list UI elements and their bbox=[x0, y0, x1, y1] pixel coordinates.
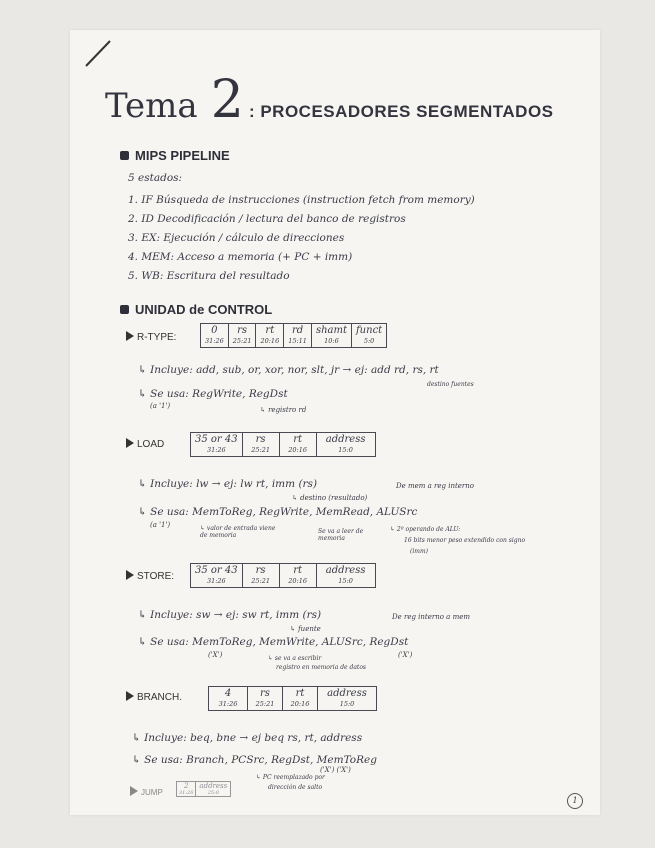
branch-format-table bbox=[208, 686, 377, 711]
stage-item: 2. ID Decodificación / lectura del banco de registros bbox=[128, 213, 406, 225]
field-cell: rt 20:16 bbox=[279, 564, 316, 588]
field-cell: shamt 10:6 bbox=[311, 324, 351, 348]
triangle-bullet-icon bbox=[130, 786, 138, 796]
pencil-stroke-icon bbox=[84, 38, 114, 68]
section-heading: MIPS PIPELINE bbox=[135, 148, 230, 163]
field-cell: rt 20:16 bbox=[283, 687, 318, 711]
branch-usa-note1: ↳ PC reemplazado por bbox=[256, 774, 325, 781]
field-cell: funct 5:0 bbox=[351, 324, 386, 348]
field-cell: rs 25:21 bbox=[242, 564, 279, 588]
triangle-bullet-icon bbox=[126, 438, 134, 448]
load-note-memread: Se va a leer de memoria bbox=[318, 528, 364, 542]
section-heading: UNIDAD de CONTROL bbox=[135, 302, 273, 317]
title-number: 2 bbox=[210, 70, 244, 130]
field-cell: 2 31:26 bbox=[177, 782, 196, 797]
section-mips-pipeline bbox=[120, 148, 230, 163]
field-cell: rs 25:21 bbox=[228, 324, 256, 348]
field-cell: address 15:0 bbox=[316, 433, 375, 457]
load-note-alusrc1: ↳ 2º operando de ALU: bbox=[390, 526, 461, 533]
field-cell: 35 or 43 31:26 bbox=[191, 433, 243, 457]
load-note-memtoreg: ↳ valor de entrada viene de memoria bbox=[200, 525, 276, 539]
field-cell: address 25:0 bbox=[196, 782, 231, 797]
page-number: 1 bbox=[567, 793, 583, 809]
field-cell: rt 20:16 bbox=[256, 324, 284, 348]
rtype-incluye: ↳ Incluye: add, sub, or, xor, nor, slt, jr → ej: add rd, rs, rt bbox=[138, 364, 439, 376]
title-subject: : PROCESADORES SEGMENTADOS bbox=[248, 102, 554, 121]
field-cell: address 15:0 bbox=[318, 687, 377, 711]
triangle-bullet-icon bbox=[126, 331, 134, 341]
field-cell: 35 or 43 31:26 bbox=[191, 564, 243, 588]
page-title bbox=[105, 70, 554, 130]
load-incluye-note2: De mem a reg interno bbox=[396, 482, 474, 490]
rtype-label: R-TYPE: bbox=[126, 331, 176, 343]
bullet-icon bbox=[120, 305, 129, 314]
store-incluye-note2: De reg interno a mem bbox=[392, 613, 470, 621]
field-cell: 4 31:26 bbox=[209, 687, 248, 711]
branch-usa-note2: dirección de salto bbox=[268, 784, 323, 791]
load-usa: ↳ Se usa: MemToReg, RegWrite, MemRead, ALUSrc bbox=[138, 506, 418, 518]
store-incluye-note1: ↳ fuente bbox=[290, 625, 321, 633]
store-incluye: ↳ Incluye: sw → ej: sw rt, imm (rs) bbox=[138, 609, 322, 621]
rtype-usa-note: ↳ registro rd bbox=[260, 406, 307, 414]
bullet-icon bbox=[120, 151, 129, 160]
store-format-table bbox=[190, 563, 376, 588]
triangle-bullet-icon bbox=[126, 570, 134, 580]
branch-label: BRANCH. bbox=[126, 691, 182, 703]
jump-label: JUMP bbox=[130, 786, 163, 797]
stage-item: 3. EX: Ejecución / cálculo de direcciones bbox=[128, 232, 345, 244]
load-label: LOAD bbox=[126, 438, 164, 450]
field-cell: rs 25:21 bbox=[248, 687, 283, 711]
store-usa: ↳ Se usa: MemToReg, MemWrite, ALUSrc, RegDst bbox=[138, 636, 409, 648]
load-note-alusrc2: 16 bits menor peso extendido con signo bbox=[404, 537, 526, 544]
store-usa-x2: ('X') bbox=[398, 651, 413, 659]
rtype-format-table bbox=[200, 323, 387, 348]
rtype-usa-sub: (a '1') bbox=[150, 402, 171, 410]
triangle-bullet-icon bbox=[126, 691, 134, 701]
jump-format-table bbox=[176, 781, 231, 797]
stage-item: 4. MEM: Acceso a memoria (+ PC + imm) bbox=[128, 251, 353, 263]
branch-incluye: ↳ Incluye: beq, bne → ej beq rs, rt, address bbox=[132, 732, 363, 744]
store-usa-note1: ↳ se va a escribir bbox=[268, 655, 322, 662]
branch-usa: ↳ Se usa: Branch, PCSrc, RegDst, MemToReg bbox=[132, 754, 377, 766]
stage-item: 5. WB: Escritura del resultado bbox=[128, 270, 290, 282]
section-unidad-control bbox=[120, 302, 272, 317]
title-tema: Tema bbox=[105, 86, 198, 126]
field-cell: rd 15:11 bbox=[284, 324, 312, 348]
store-usa-note2: registro en memoria de datos bbox=[276, 664, 367, 671]
field-cell: address 15:0 bbox=[316, 564, 375, 588]
load-incluye-note1: ↳ destino (resultado) bbox=[292, 494, 368, 502]
rtype-incluye-note: destino fuentes bbox=[427, 381, 474, 388]
load-incluye: ↳ Incluye: lw → ej: lw rt, imm (rs) bbox=[138, 478, 318, 490]
estados-label: 5 estados: bbox=[128, 172, 183, 184]
field-cell: rs 25:21 bbox=[242, 433, 279, 457]
store-label: STORE: bbox=[126, 570, 174, 582]
store-usa-x1: ('X') bbox=[208, 651, 223, 659]
field-cell: 0 31:26 bbox=[201, 324, 229, 348]
load-note-alusrc3: (imm) bbox=[410, 548, 428, 555]
branch-usa-x: ('X') ('X') bbox=[320, 766, 351, 774]
load-format-table bbox=[190, 432, 376, 457]
stage-item: 1. IF Búsqueda de instrucciones (instruction fetch from memory) bbox=[128, 194, 475, 206]
rtype-usa: ↳ Se usa: RegWrite, RegDst bbox=[138, 388, 288, 400]
field-cell: rt 20:16 bbox=[279, 433, 316, 457]
load-usa-sub: (a '1') bbox=[150, 521, 171, 529]
